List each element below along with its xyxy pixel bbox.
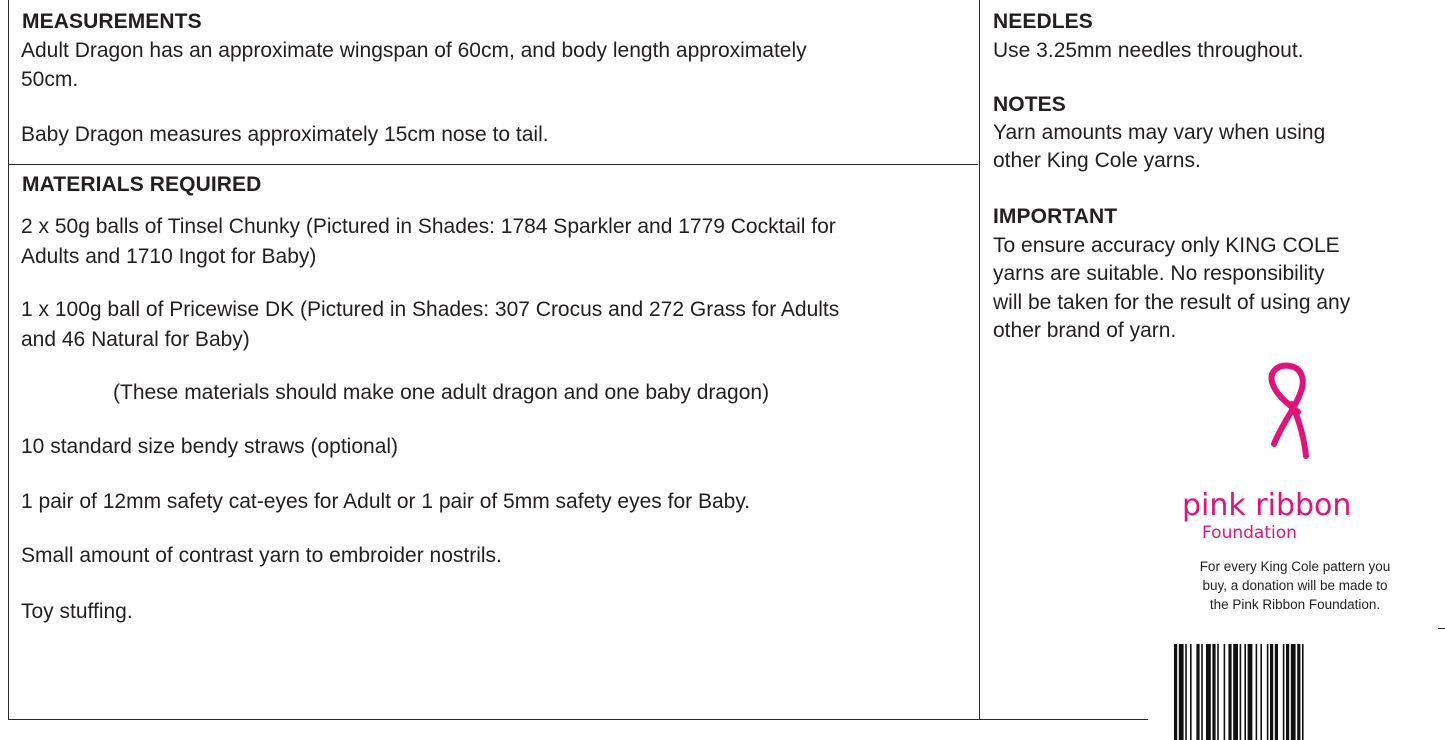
barcode-bar <box>1228 644 1231 740</box>
barcode-bar <box>1275 644 1278 740</box>
pink-ribbon-caption-3: the Pink Ribbon Foundation. <box>1209 597 1381 612</box>
materials-item-1-line-1: 2 x 50g balls of Tinsel Chunky (Pictured in Shades: 1784 Sparkler and 1779 Cocktail for <box>21 215 836 238</box>
barcode-bar <box>1224 644 1226 740</box>
barcode-bar <box>1217 644 1219 740</box>
pink-ribbon-caption-2: buy, a donation will be made to <box>1202 578 1388 593</box>
barcode-bar <box>1244 644 1246 740</box>
barcode-bar <box>1283 644 1285 740</box>
notes-line-2: other King Cole yarns. <box>993 149 1201 172</box>
barcode-bar <box>1201 644 1203 740</box>
barcode-bar <box>1174 644 1177 740</box>
materials-heading: MATERIALS REQUIRED <box>22 173 262 196</box>
barcode-icon <box>1170 644 1415 740</box>
barcode-bar <box>1291 644 1296 740</box>
measurements-line-1: Adult Dragon has an approximate wingspan of 60cm, and body length approximately <box>21 39 807 62</box>
materials-item-4: 1 pair of 12mm safety cat-eyes for Adult or 1 pair of 5mm safety eyes for Baby. <box>21 490 751 513</box>
barcode-bar <box>1256 644 1258 740</box>
needles-text: Use 3.25mm needles throughout. <box>993 39 1304 62</box>
materials-item-5: Small amount of contrast yarn to embroider nostrils. <box>21 544 502 567</box>
right-panel-border <box>979 0 980 720</box>
pink-ribbon-logo <box>1170 360 1420 550</box>
needles-heading: NEEDLES <box>993 10 1093 33</box>
barcode-bar <box>1212 644 1215 740</box>
notes-line-1: Yarn amounts may vary when using <box>993 121 1326 144</box>
materials-item-2-line-1: 1 x 100g ball of Pricewise DK (Pictured in Shades: 307 Crocus and 272 Grass for Adults <box>21 298 840 321</box>
barcode-bar <box>1267 644 1269 740</box>
measurements-heading: MEASUREMENTS <box>22 10 202 33</box>
barcode-bar <box>1286 644 1289 740</box>
left-panel-border <box>8 0 980 720</box>
barcode-bar <box>1248 644 1253 740</box>
barcode-bar <box>1270 644 1273 740</box>
materials-item-3: 10 standard size bendy straws (optional) <box>21 435 399 458</box>
bottom-rule <box>8 719 1148 720</box>
important-line-2: yarns are suitable. No responsibility <box>993 262 1325 285</box>
notes-heading: NOTES <box>993 93 1066 116</box>
barcode-bar <box>1190 644 1192 740</box>
barcode-bar <box>1297 644 1300 740</box>
barcode-bar <box>1302 644 1304 740</box>
logo-text-main: pink ribbon <box>1182 488 1352 523</box>
barcode-bar <box>1260 644 1262 740</box>
important-line-4: other brand of yarn. <box>993 319 1177 342</box>
ribbon-icon <box>1170 360 1420 550</box>
logo-text-sub: Foundation <box>1202 523 1297 543</box>
barcode-bar <box>1185 644 1187 740</box>
pink-ribbon-caption-1: For every King Cole pattern you <box>1199 559 1391 574</box>
measurements-line-3: Baby Dragon measures approximately 15cm nose to tail. <box>21 123 549 146</box>
barcode-bar <box>1206 644 1211 740</box>
important-line-1: To ensure accuracy only KING COLE <box>993 234 1340 257</box>
important-line-3: will be taken for the result of using any <box>993 291 1351 314</box>
barcode-bar <box>1233 644 1238 740</box>
barcode-bar <box>1240 644 1242 740</box>
edge-rule <box>1438 628 1445 629</box>
materials-item-2-line-2: and 46 Natural for Baby) <box>21 328 250 351</box>
materials-item-6: Toy stuffing. <box>21 600 133 623</box>
barcode-bar <box>1179 644 1184 740</box>
important-heading: IMPORTANT <box>993 205 1118 228</box>
measurements-line-2: 50cm. <box>21 68 79 91</box>
barcode-bar <box>1196 644 1199 740</box>
materials-item-1-line-2: Adults and 1710 Ingot for Baby) <box>21 245 317 268</box>
section-divider <box>8 164 978 165</box>
materials-note: (These materials should make one adult dragon and one baby dragon) <box>113 381 770 404</box>
